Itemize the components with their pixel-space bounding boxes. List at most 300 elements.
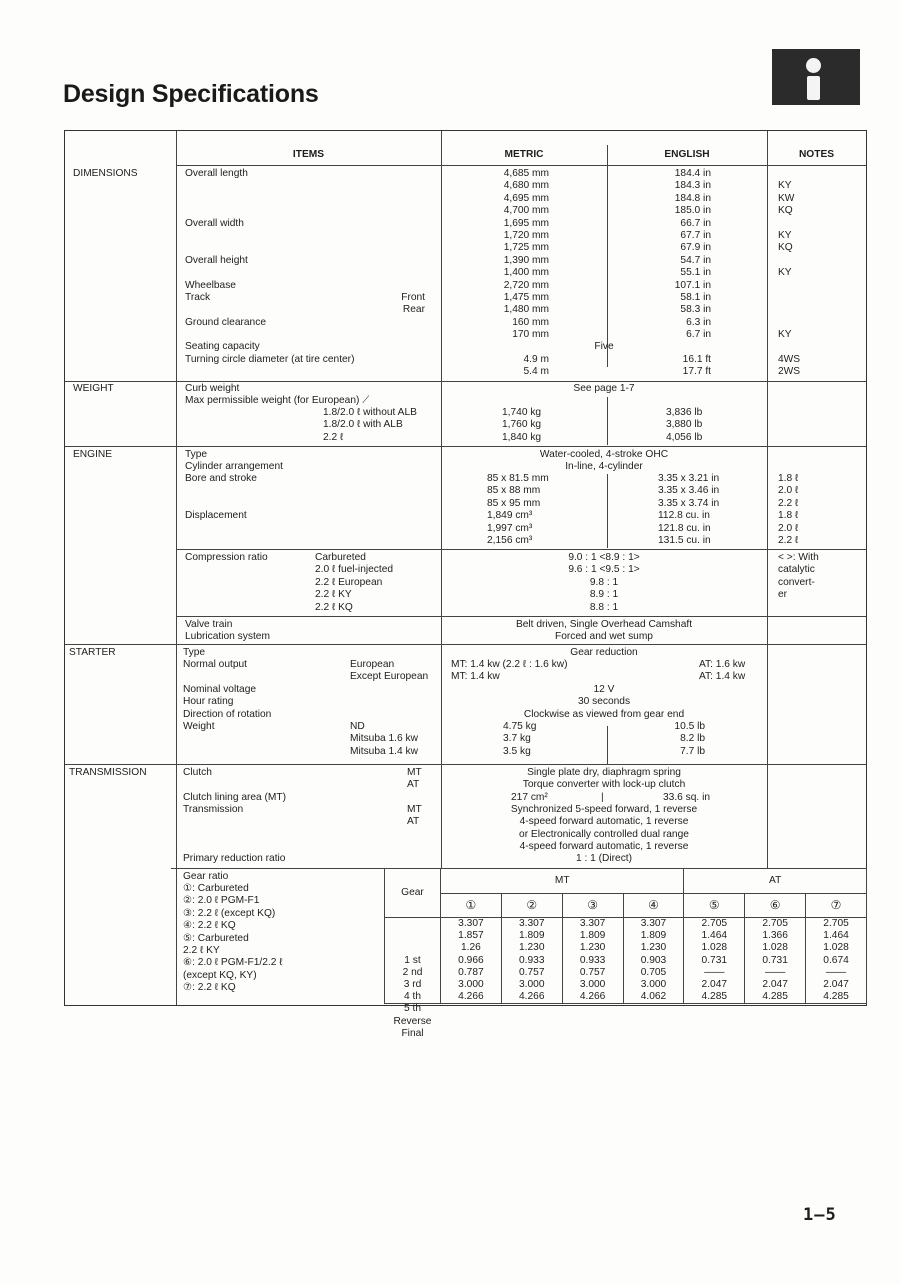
dimension-item: Wheelbase <box>185 279 236 291</box>
english-value: 54.7 in <box>680 254 711 266</box>
dimension-subitem <box>365 242 425 254</box>
gear-ratio-value: 0.787 <box>458 966 484 978</box>
transmission-types <box>407 804 422 829</box>
displacement-label: Displacement <box>185 510 247 521</box>
dimension-item <box>185 230 354 242</box>
note-value <box>778 168 800 180</box>
dimension-item: Seating capacity <box>185 341 260 353</box>
mt-group-label: MT <box>554 874 570 886</box>
gear-ratio-legend-item: ②: 2.0 ℓ PGM-F1 <box>183 895 260 907</box>
metric-value: 4.75 kg <box>503 721 537 732</box>
gear-ratio-legend-item: 2.2 ℓ KY <box>183 944 220 956</box>
lubrication-value: Forced and wet sump <box>555 631 653 642</box>
gear-ratio-value: 1.028 <box>762 942 788 954</box>
dimension-subitem <box>365 180 425 192</box>
dimension-subitem <box>365 354 425 366</box>
gear-ratio-value: 0.731 <box>701 954 728 966</box>
note-value: KQ <box>778 242 793 254</box>
note-value: 1.8 ℓ <box>778 510 799 522</box>
dimension-subitem <box>365 218 425 230</box>
gear-ratio-value: —— <box>825 966 847 978</box>
metric-value: 3.5 kg <box>503 745 531 757</box>
starter-weight-variant: ND <box>350 721 365 732</box>
lining-english: 33.6 sq. in <box>663 792 711 803</box>
lining-label: Clutch lining area (MT) <box>183 792 287 803</box>
dimension-subitem <box>365 193 425 205</box>
metric-value: 85 x 95 mm <box>487 497 541 509</box>
rotation-label: Direction of rotation <box>183 709 272 720</box>
metric-value: 85 x 88 mm <box>487 485 541 497</box>
clutch-label: Clutch <box>183 767 212 778</box>
starter-weight-variant: Mitsuba 1.6 kw <box>350 733 418 745</box>
english-value: 67.9 in <box>680 242 711 254</box>
gear-column-key: ⑥ <box>745 894 806 918</box>
note-value <box>778 317 800 329</box>
divider <box>65 644 866 645</box>
english-value: 185.0 in <box>674 205 711 217</box>
gear-name: 4 th <box>404 991 421 1003</box>
output-variant: Except European <box>350 671 429 683</box>
output-variants <box>350 659 428 684</box>
english-value: 8.2 lb <box>680 733 705 745</box>
note-value: KY <box>778 329 792 341</box>
clutch-type: MT <box>407 767 422 778</box>
gear-column-key: ② <box>501 894 562 918</box>
english-value: 58.3 in <box>680 304 711 316</box>
dimension-subitem <box>365 280 425 292</box>
gear-ratio-value: 4.266 <box>519 991 545 1003</box>
english-value: 184.4 in <box>674 168 711 179</box>
note-value: KY <box>778 267 792 279</box>
info-icon <box>772 49 860 105</box>
gear-ratio-value: 0.674 <box>823 954 849 966</box>
page-number: 1–5 <box>803 1205 837 1225</box>
gear-ratio-value: 1.809 <box>579 930 606 942</box>
transmission-value: 4-speed forward automatic, 1 reverse <box>519 816 689 828</box>
note-value: 2.2 ℓ <box>778 497 799 509</box>
weight-metric <box>502 407 541 444</box>
starter-weight-metric <box>503 721 536 758</box>
gear-name: 5 th <box>404 1003 421 1015</box>
gear-ratio-value: 1.809 <box>519 930 545 942</box>
gear-ratio-value: 0.933 <box>519 954 545 966</box>
gear-header-cell <box>385 869 441 918</box>
dimension-subitem: Front <box>401 291 425 303</box>
metric-value: 4,680 mm <box>503 180 549 192</box>
divider <box>767 131 768 869</box>
cylinder-value: In-line, 4-cylinder <box>565 461 643 472</box>
curb-weight-label: Curb weight <box>185 383 240 394</box>
category-engine: ENGINE <box>73 449 113 460</box>
category-dimensions: DIMENSIONS <box>73 168 138 179</box>
curb-weight-value: See page 1-7 <box>573 383 635 394</box>
divider <box>176 165 866 166</box>
starter-type-label: Type <box>183 647 206 658</box>
lining-metric: 217 cm² <box>511 792 548 803</box>
output-at <box>699 659 745 684</box>
starter-weight-variants <box>350 721 418 758</box>
gear-ratio-legend-item: (except KQ, KY) <box>183 969 257 981</box>
gear-ratio-value: 4.266 <box>579 991 606 1003</box>
gear-name: 1 st <box>404 954 421 966</box>
engine-metric <box>487 473 549 547</box>
divider <box>65 446 866 447</box>
gear-ratio-legend-item: ⑥: 2.0 ℓ PGM-F1/2.2 ℓ <box>183 957 283 969</box>
note-value <box>778 280 800 292</box>
dimension-subitem: Rear <box>402 304 425 316</box>
at-group-label: AT <box>769 874 782 886</box>
gear-name: 3 rd <box>403 978 422 990</box>
divider <box>176 616 866 617</box>
compression-note <box>778 552 819 602</box>
compression-value: 8.8 : 1 <box>589 601 619 613</box>
gear-ratio-value: 4.285 <box>701 991 728 1003</box>
dimension-item <box>185 242 354 254</box>
gear-ratio-value: 0.757 <box>579 966 606 978</box>
starter-weight-label: Weight <box>183 721 215 732</box>
metric-value: 85 x 81.5 mm <box>487 473 549 484</box>
metric-value: 3.7 kg <box>503 733 531 745</box>
gear-ratio-legend-item: ①: Carbureted <box>183 883 249 894</box>
note-value: 4WS <box>778 353 801 365</box>
gear-ratio-label: Gear ratio <box>183 871 229 882</box>
metric-value: 170 mm <box>512 329 549 341</box>
output-at-value: AT: 1.6 kw <box>699 659 746 670</box>
gear-ratio-value: 3.307 <box>458 918 484 929</box>
divider <box>441 131 442 869</box>
metric-value: 1,390 mm <box>503 254 549 266</box>
dimension-item <box>185 304 354 316</box>
gear-ratio-value: 3.000 <box>579 978 606 990</box>
gear-ratio-value: 3.307 <box>640 918 667 929</box>
gear-ratio-value: 0.731 <box>762 954 788 966</box>
english-value: 3,836 lb <box>666 407 703 418</box>
note-value: er <box>778 589 788 601</box>
voltage-label: Nominal voltage <box>183 684 257 695</box>
hour-rating-value: 30 seconds <box>577 696 631 707</box>
gear-ratio-value: —— <box>704 966 725 978</box>
gear-ratio-value: 4.266 <box>458 991 484 1003</box>
dimension-item <box>185 329 354 341</box>
note-value <box>778 304 800 316</box>
note-value: catalytic <box>778 564 815 576</box>
compression-value: 9.6 : 1 <9.5 : 1> <box>568 564 640 576</box>
engine-english <box>658 473 719 547</box>
note-value: KQ <box>778 205 793 217</box>
metric-value: 4,695 mm <box>503 192 549 204</box>
gear-ratio-legend <box>183 883 283 995</box>
metric-value: 1,849 cm³ <box>487 510 533 522</box>
category-starter: STARTER <box>69 647 116 658</box>
rotation-value: Clockwise as viewed from gear end <box>523 709 685 720</box>
dimension-subitem <box>365 168 425 180</box>
output-at-value: AT: 1.4 kw <box>699 671 746 683</box>
clutch-values <box>441 767 767 792</box>
english-value: 4,056 lb <box>666 431 703 443</box>
gear-ratio-value: 0.966 <box>458 954 484 966</box>
metric-value: 160 mm <box>512 316 549 328</box>
transmission-values <box>441 804 767 854</box>
divider <box>607 726 608 764</box>
gear-ratio-value: 3.000 <box>458 978 484 990</box>
gear-ratio-value: 4.285 <box>823 991 849 1003</box>
gear-column-key: ④ <box>623 894 684 918</box>
compression-value: 9.0 : 1 <8.9 : 1> <box>568 552 640 563</box>
note-value: KW <box>778 192 795 204</box>
engine-notes <box>778 473 798 547</box>
cylinder-label: Cylinder arrangement <box>185 461 283 472</box>
gear-ratio-legend-item: ④: 2.2 ℓ KQ <box>183 920 236 932</box>
compression-value: 9.8 : 1 <box>589 576 619 588</box>
divider <box>176 549 866 550</box>
gear-ratio-value: 1.464 <box>701 930 728 942</box>
dimension-item: Overall width <box>185 217 244 229</box>
note-value: 2.0 ℓ <box>778 522 799 534</box>
transmission-type: AT <box>407 816 420 828</box>
divider <box>65 381 866 382</box>
clutch-value: Torque converter with lock-up clutch <box>522 779 686 791</box>
metric-value: 2,156 cm³ <box>487 534 533 546</box>
info-icon-stem <box>807 76 820 100</box>
dimension-subitem <box>365 230 425 242</box>
gear-column-key: ⑦ <box>806 894 867 918</box>
transmission-value: 4-speed forward automatic, 1 reverse <box>519 841 689 853</box>
english-value: 55.1 in <box>680 267 711 279</box>
gear-ratio-value: 4.062 <box>640 991 667 1003</box>
dimension-subitem <box>365 267 425 279</box>
english-value: 58.1 in <box>680 291 711 303</box>
gear-ratio-value: 1.230 <box>519 942 545 954</box>
weight-variant: 1.8/2.0 ℓ with ALB <box>323 419 403 431</box>
ratio-column <box>623 918 684 1004</box>
gear-name: Reverse <box>393 1015 432 1027</box>
weight-english <box>666 407 702 444</box>
max-weight-label <box>185 395 369 407</box>
english-value: 121.8 cu. in <box>658 522 711 534</box>
gear-ratio-value: 0.705 <box>640 966 667 978</box>
gear-column-key: ③ <box>562 894 623 918</box>
valve-train-label: Valve train <box>185 619 233 630</box>
divider <box>65 764 866 765</box>
header-english: ENGLISH <box>664 149 710 160</box>
output-variant: European <box>350 659 395 670</box>
header-items: ITEMS <box>292 149 325 160</box>
english-value: 6.3 in <box>686 316 711 328</box>
gear-column-key: ⑤ <box>684 894 745 918</box>
engine-type-label: Type <box>185 449 208 460</box>
metric-value: 1,720 mm <box>503 229 549 241</box>
ratio-column <box>684 918 745 1004</box>
dimensions-items <box>185 168 354 379</box>
slash-mark: ⟋ <box>362 395 370 406</box>
dimensions-subitems <box>365 168 425 379</box>
max-weight-text: Max permissible weight (for European) <box>185 395 360 406</box>
english-value: 184.8 in <box>674 192 711 204</box>
ratio-column <box>806 918 867 1004</box>
page-title: Design Specifications <box>63 80 319 108</box>
note-value: 2.2 ℓ <box>778 534 799 546</box>
gear-ratio-value: 0.933 <box>579 954 606 966</box>
gear-ratio-value: 1.809 <box>640 930 667 942</box>
transmission-label: Transmission <box>183 804 244 815</box>
dimension-subitem <box>365 329 425 341</box>
gear-name: 2 nd <box>402 966 423 978</box>
gear-header: Gear <box>401 886 424 898</box>
dimension-subitem <box>365 317 425 329</box>
metric-value: 4,685 mm <box>503 168 549 179</box>
mt-group-header <box>441 869 684 894</box>
metric-value: 1,760 kg <box>502 419 542 431</box>
compression-variants <box>315 552 393 614</box>
header-metric: METRIC <box>504 149 544 160</box>
note-value: KY <box>778 180 792 192</box>
ratio-column <box>562 918 623 1004</box>
note-value: KY <box>778 229 792 241</box>
english-value: 66.7 in <box>680 217 711 229</box>
dimension-item <box>185 180 354 192</box>
compression-variant: Carbureted <box>315 552 366 563</box>
english-value: 3.35 x 3.21 in <box>658 473 720 484</box>
bore-stroke-label: Bore and stroke <box>185 473 257 484</box>
transmission-value: or Electronically controlled dual range <box>519 828 689 840</box>
transmission-value: Synchronized 5-speed forward, 1 reverse <box>510 804 698 815</box>
english-value: 3.35 x 3.74 in <box>658 497 720 509</box>
primary-reduction-label: Primary reduction ratio <box>183 853 286 864</box>
gear-ratio-value: 2.047 <box>762 978 788 990</box>
lining-separator: | <box>601 792 604 803</box>
gear-ratio-value: 3.307 <box>579 918 606 929</box>
divider <box>176 131 177 1005</box>
gear-names-cell <box>385 918 441 1039</box>
ratio-column <box>441 918 502 1004</box>
gear-name: Final <box>401 1027 424 1039</box>
english-value: 184.3 in <box>674 180 711 192</box>
starter-type-value: Gear reduction <box>570 647 638 658</box>
gear-ratio-value: 1.366 <box>762 930 788 942</box>
dimensions-notes <box>778 168 800 379</box>
clutch-types <box>407 767 422 792</box>
engine-type-value: Water-cooled, 4-stroke OHC <box>539 449 669 460</box>
compression-variant: 2.0 ℓ fuel-injected <box>315 564 394 576</box>
starter-weight-variant: Mitsuba 1.4 kw <box>350 745 418 757</box>
ratio-column <box>501 918 562 1004</box>
gear-ratio-value: 2.047 <box>701 978 728 990</box>
output-mt-value: MT: 1.4 kw (2.2 ℓ : 1.6 kw) <box>451 659 568 670</box>
dimension-item: Ground clearance <box>185 316 266 328</box>
metric-value: 1,695 mm <box>503 217 549 229</box>
gear-ratio-value: 4.285 <box>762 991 788 1003</box>
metric-value: 1,740 kg <box>502 407 542 418</box>
dimension-item <box>185 205 354 217</box>
dimension-subitem <box>365 205 425 217</box>
dimension-item <box>185 193 354 205</box>
compression-variant: 2.2 ℓ European <box>315 576 383 588</box>
weight-variants <box>323 407 417 444</box>
metric-value: 2,720 mm <box>503 279 549 291</box>
lubrication-label: Lubrication system <box>185 631 270 642</box>
normal-output-label: Normal output <box>183 659 247 670</box>
gear-ratio-value: 0.903 <box>640 954 667 966</box>
category-weight: WEIGHT <box>73 383 114 394</box>
gear-ratio-value: 1.464 <box>823 930 849 942</box>
note-value <box>778 255 800 267</box>
gear-ratio-value: 1.028 <box>701 942 728 954</box>
category-transmission: TRANSMISSION <box>69 767 147 778</box>
metric-value: 4,700 mm <box>503 205 549 217</box>
english-value: 7.7 lb <box>680 745 705 757</box>
gear-ratio-legend-item: ⑦: 2.2 ℓ KQ <box>183 982 236 994</box>
dimension-item: Turning circle diameter (at tire center) <box>185 353 355 365</box>
gear-ratio-value: 1.230 <box>579 942 606 954</box>
output-mt-value: MT: 1.4 kw <box>451 671 500 683</box>
english-value: 67.7 in <box>680 229 711 241</box>
dimension-item: Overall length <box>185 168 248 179</box>
header-notes: NOTES <box>798 149 835 160</box>
primary-reduction-value: 1 : 1 (Direct) <box>575 853 633 864</box>
ratio-column <box>745 918 806 1004</box>
gear-ratio-value: 1.028 <box>823 942 849 954</box>
note-value: convert- <box>778 576 815 588</box>
gear-ratio-value: 3.000 <box>519 978 545 990</box>
divider <box>607 474 608 548</box>
english-value: 6.7 in <box>686 329 711 341</box>
note-value <box>778 341 800 353</box>
compression-values <box>441 552 767 614</box>
weight-variant: 2.2 ℓ <box>323 431 344 443</box>
gear-ratio-value: 1.26 <box>461 942 481 954</box>
seating-value: Five <box>594 341 614 352</box>
dimension-item: Overall height <box>185 254 248 266</box>
specifications-table <box>64 130 867 1039</box>
english-value: 17.7 ft <box>682 366 711 378</box>
gear-ratio-legend-item: ⑤: Carbureted <box>183 932 249 944</box>
dimension-subitem <box>365 341 425 353</box>
english-value: 112.8 cu. in <box>658 510 710 522</box>
metric-value: 1,475 mm <box>503 291 549 303</box>
gear-ratio-value: 2.705 <box>701 918 728 929</box>
compression-label: Compression ratio <box>185 552 268 563</box>
voltage-value: 12 V <box>593 684 615 695</box>
note-value: 2.0 ℓ <box>778 485 799 497</box>
metric-value: 1,725 mm <box>503 242 549 254</box>
dimension-subitem <box>365 255 425 267</box>
note-value <box>778 292 800 304</box>
at-group-header <box>684 869 867 894</box>
english-value: 3,880 lb <box>666 419 703 431</box>
dimension-item: Track <box>185 291 211 303</box>
valve-train-value: Belt driven, Single Overhead Camshaft <box>515 619 693 630</box>
weight-variant: 1.8/2.0 ℓ without ALB <box>323 407 417 418</box>
dimension-item <box>185 366 354 378</box>
english-value: 107.1 in <box>674 279 711 291</box>
dimension-item <box>185 267 354 279</box>
divider <box>607 397 608 445</box>
gear-ratio-value: 1.230 <box>640 942 667 954</box>
english-value: 3.35 x 3.46 in <box>658 485 720 497</box>
metric-value: 1,840 kg <box>502 431 542 443</box>
english-value: 10.5 lb <box>674 721 705 732</box>
gear-ratio-value: —— <box>764 966 786 978</box>
metric-value: 1,480 mm <box>503 304 549 316</box>
note-value: < >: With <box>778 552 819 563</box>
gear-ratio-value: 3.000 <box>640 978 667 990</box>
note-value: 1.8 ℓ <box>778 473 799 484</box>
clutch-type: AT <box>407 779 420 791</box>
divider <box>607 145 608 367</box>
metric-value: 4.9 m <box>523 353 549 365</box>
gear-ratio-value: 0.757 <box>519 966 545 978</box>
english-value: 16.1 ft <box>682 353 711 365</box>
